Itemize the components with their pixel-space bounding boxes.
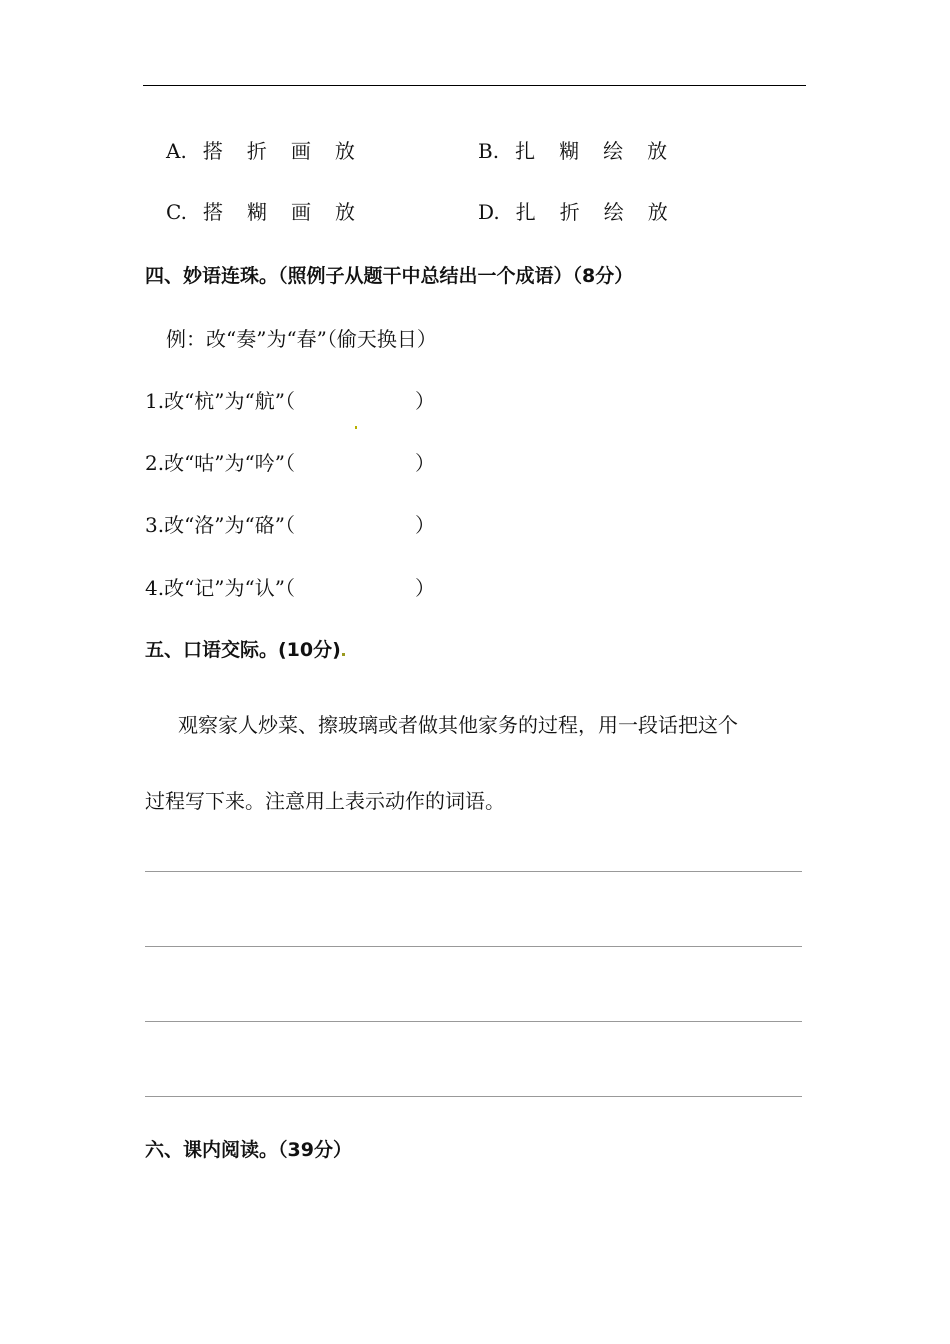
option-word: 画 — [290, 139, 311, 163]
option-word: 画 — [290, 200, 311, 224]
option-word: 糊 — [246, 200, 267, 224]
option-word: 搭 — [202, 200, 223, 224]
close-paren: ） — [414, 451, 435, 475]
option-word: 放 — [334, 139, 355, 163]
option-c — [166, 198, 355, 226]
close-paren: ） — [414, 389, 435, 413]
writing-line[interactable] — [145, 1021, 802, 1022]
section-4-title: 四、妙语连珠。（照例子从题干中总结出一个成语）（8分） — [145, 265, 634, 287]
writing-line[interactable] — [145, 946, 802, 947]
option-label: A. — [166, 139, 187, 163]
header-rule — [143, 85, 806, 86]
option-word: 扎 — [515, 200, 536, 224]
option-a — [166, 137, 355, 165]
option-word: 绘 — [603, 200, 624, 224]
open-paren: （ — [284, 451, 295, 475]
option-word: 放 — [647, 139, 668, 163]
section-5-para-2: 过程写下来。注意用上表示动作的词语。 — [145, 789, 505, 813]
option-word: 放 — [334, 200, 355, 224]
option-b — [478, 137, 667, 165]
writing-line[interactable] — [145, 1096, 802, 1097]
section-4-example: 例：改“奏”为“春”（偷天换日） — [166, 327, 437, 351]
stray-dot — [355, 426, 357, 429]
option-word: 搭 — [202, 139, 223, 163]
option-d — [478, 198, 668, 226]
close-paren: ） — [414, 576, 435, 600]
stray-dot — [342, 653, 345, 656]
idiom-item-1 — [145, 387, 435, 415]
option-word: 折 — [246, 139, 267, 163]
writing-line[interactable] — [145, 871, 802, 872]
idiom-item-text: 4.改“记”为“认” — [145, 576, 285, 600]
idiom-item-4 — [145, 574, 435, 602]
option-word: 糊 — [559, 139, 580, 163]
open-paren: （ — [284, 389, 295, 413]
option-word: 折 — [559, 200, 580, 224]
open-paren: （ — [284, 576, 295, 600]
option-word: 绘 — [603, 139, 624, 163]
close-paren: ） — [414, 513, 435, 537]
section-6-title: 六、课内阅读。（39分） — [145, 1139, 352, 1161]
section-5-title — [145, 636, 345, 664]
idiom-item-2 — [145, 449, 435, 477]
option-label: D. — [478, 200, 500, 224]
option-label: C. — [166, 200, 187, 224]
option-label: B. — [478, 139, 500, 163]
section-5-para-1: 观察家人炒菜、擦玻璃或者做其他家务的过程，用一段话把这个 — [178, 713, 738, 737]
idiom-item-text: 1.改“杭”为“航” — [145, 389, 285, 413]
idiom-item-3 — [145, 511, 435, 539]
section-5-title-text: 五、口语交际。(10分) — [145, 639, 341, 661]
idiom-item-text: 3.改“洛”为“硌” — [145, 513, 285, 537]
idiom-item-text: 2.改“咕”为“吟” — [145, 451, 285, 475]
option-word: 扎 — [515, 139, 536, 163]
open-paren: （ — [284, 513, 295, 537]
option-word: 放 — [647, 200, 668, 224]
